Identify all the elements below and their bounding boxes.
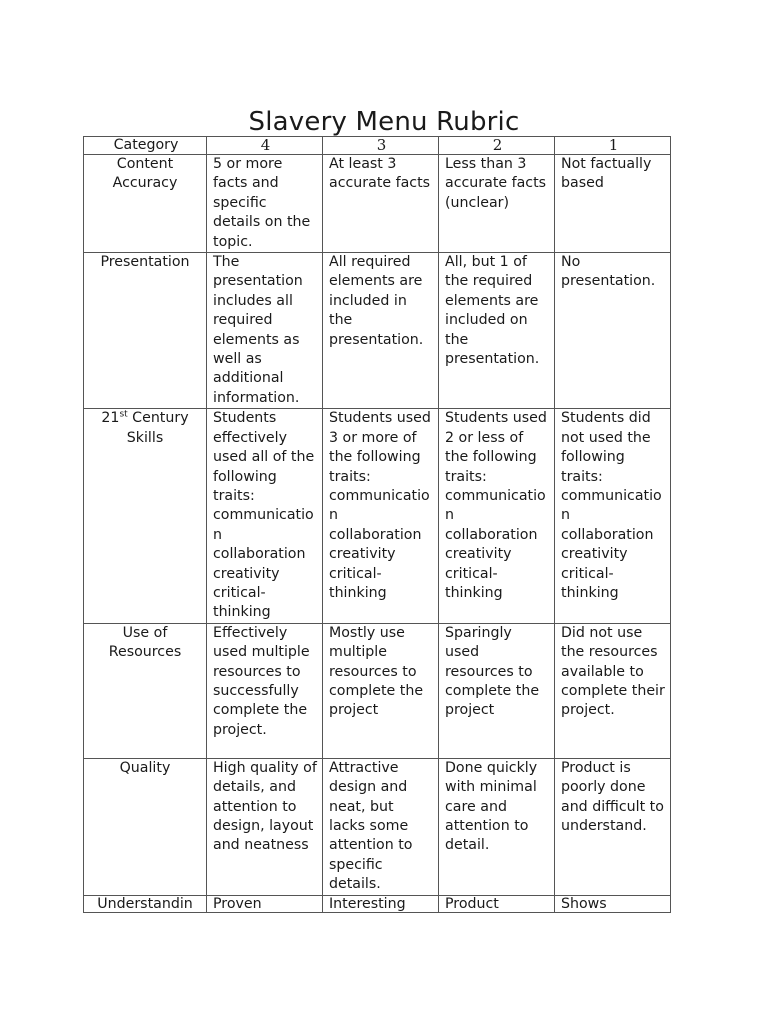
rubric-cell: No presentation. (555, 253, 671, 409)
rubric-cell: Proven (207, 895, 323, 912)
rubric-cell: Students did not used the following traits: communication collaboration creativity critical-thinking (555, 409, 671, 623)
category-suffix: Century Skills (126, 410, 189, 446)
rubric-cell: Attractive design and neat, but lacks some attention to specific details. (323, 758, 439, 895)
category-presentation: Presentation (84, 253, 207, 409)
rubric-cell: High quality of details, and attention to design, layout and neatness (207, 758, 323, 895)
rubric-cell: All, but 1 of the required elements are included on the presentation. (439, 253, 555, 409)
rubric-cell: Product is poorly done and difficult to understand. (555, 758, 671, 895)
table-row (84, 758, 671, 895)
table-row (84, 253, 671, 409)
table-row (84, 623, 671, 758)
table-row (84, 895, 671, 912)
rubric-cell: Not factually based (555, 155, 671, 253)
rubric-cell: Did not use the resources available to complete their project. (555, 623, 671, 758)
header-score-2: 2 (439, 137, 555, 155)
category-prefix: 21 (101, 410, 120, 427)
page-title: Slavery Menu Rubric (248, 107, 520, 138)
category-use-of-resources: Use of Resources (84, 623, 207, 758)
rubric-cell: Less than 3 accurate facts (unclear) (439, 155, 555, 253)
category-understanding: Understandin (84, 895, 207, 912)
rubric-table (83, 136, 671, 913)
category-superscript: st (119, 409, 128, 420)
rubric-cell: All required elements are included in the presentation. (323, 253, 439, 409)
rubric-cell: Students used 3 or more of the following traits: communication collaboration creativity critical-thinking (323, 409, 439, 623)
rubric-cell: The presentation includes all required elements as well as additional information. (207, 253, 323, 409)
table-row (84, 155, 671, 253)
header-category: Category (84, 137, 207, 155)
rubric-cell: At least 3 accurate facts (323, 155, 439, 253)
rubric-cell: Interesting (323, 895, 439, 912)
header-score-4: 4 (207, 137, 323, 155)
header-score-1: 1 (555, 137, 671, 155)
rubric-cell: Done quickly with minimal care and attention to detail. (439, 758, 555, 895)
rubric-cell: Students used 2 or less of the following traits: communication collaboration creativity critical-thinking (439, 409, 555, 623)
table-row (84, 409, 671, 623)
category-21st-century-skills (84, 409, 207, 623)
rubric-cell: Mostly use multiple resources to complete the project (323, 623, 439, 758)
header-score-3: 3 (323, 137, 439, 155)
rubric-cell: Sparingly used resources to complete the project (439, 623, 555, 758)
rubric-cell: Product (439, 895, 555, 912)
rubric-cell: Students effectively used all of the following traits: communication collaboration creativity critical-thinking (207, 409, 323, 623)
category-content-accuracy: Content Accuracy (84, 155, 207, 253)
rubric-cell: Effectively used multiple resources to successfully complete the project. (207, 623, 323, 758)
category-quality: Quality (84, 758, 207, 895)
rubric-cell: 5 or more facts and specific details on the topic. (207, 155, 323, 253)
rubric-cell: Shows (555, 895, 671, 912)
header-row (84, 137, 671, 155)
